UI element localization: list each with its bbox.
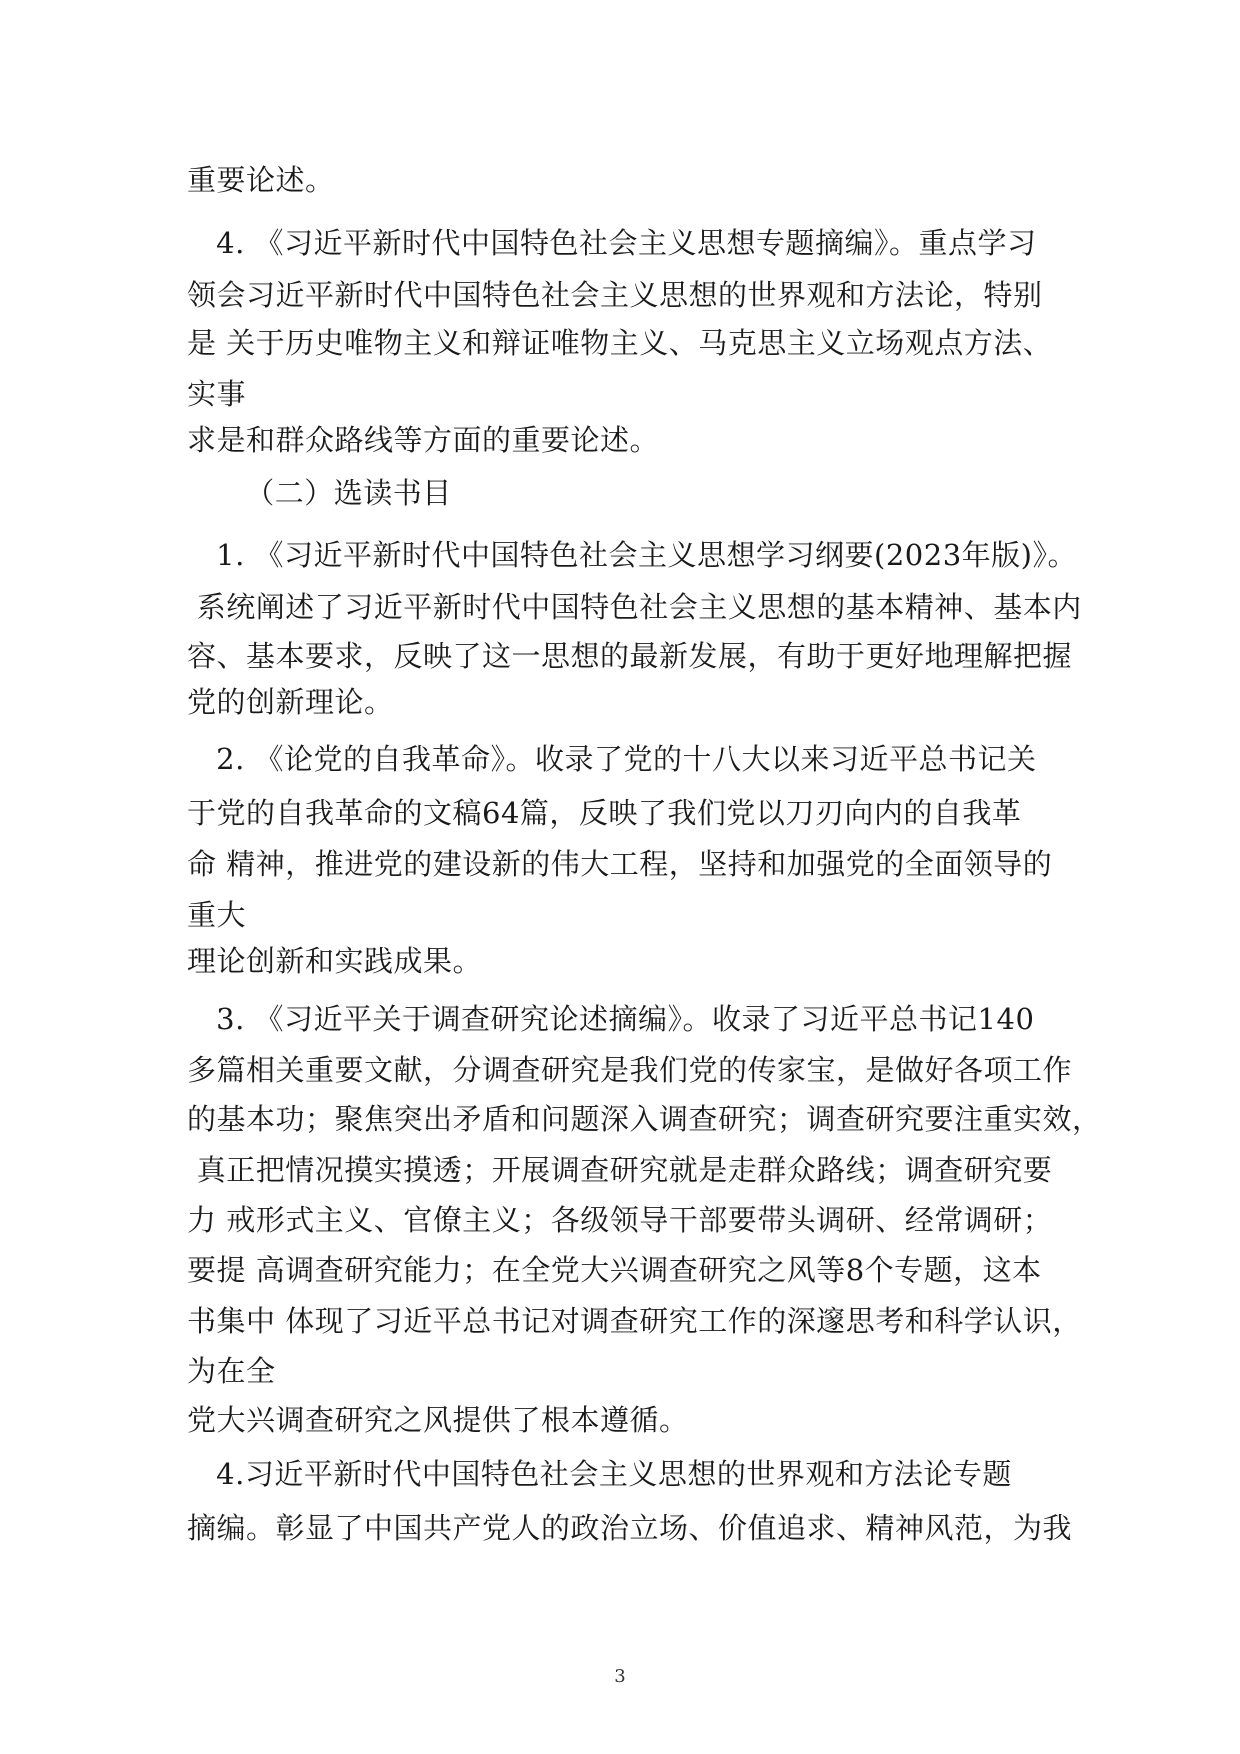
text-line: 容、基本要求，反映了这一思想的最新发展，有助于更好地理解把握 [187, 639, 1073, 673]
text-line: 的基本功；聚焦突出矛盾和问题深入调查研究；调查研究要注重实效， [187, 1102, 1102, 1136]
text-line: 多篇相关重要文献，分调查研究是我们党的传家宝，是做好各项工作 [187, 1053, 1073, 1087]
section-heading: （二）选读书目 [187, 476, 452, 510]
text-line: 真正把情况摸实摸透；开展调查研究就是走群众路线；调查研究要 [187, 1153, 1053, 1187]
text-line: 领会习近平新时代中国特色社会主义思想的世界观和方法论，特别 [187, 278, 1043, 312]
text-line: 重要论述。 [187, 163, 335, 197]
text-line: 3. 《习近平关于调查研究论述摘编》。收录了习近平总书记140 [187, 1002, 1035, 1036]
text-line: 命 精神，推进党的建设新的伟大工程，坚持和加强党的全面领导的 [187, 847, 1053, 881]
text-line: 1. 《习近平新时代中国特色社会主义思想学习纲要(2023年版)》。 [187, 538, 1077, 572]
text-line: 摘编。彰显了中国共产党人的政治立场、价值追求、精神风范，为我 [187, 1511, 1073, 1545]
text-line: 为在全 [187, 1354, 276, 1388]
text-line: 系统阐述了习近平新时代中国特色社会主义思想的基本精神、基本内 [187, 590, 1082, 624]
text-line: 2. 《论党的自我革命》。收录了党的十八大以来习近平总书记关 [187, 742, 1037, 776]
text-line: 力 戒形式主义、官僚主义；各级领导干部要带头调研、经常调研； [187, 1203, 1053, 1237]
text-line: 4.习近平新时代中国特色社会主义思想的世界观和方法论专题 [187, 1457, 1012, 1491]
page-number: 3 [614, 1666, 626, 1687]
text-line: 是 关于历史唯物主义和辩证唯物主义、马克思主义立场观点方法、 [187, 326, 1053, 360]
text-line: 党大兴调查研究之风提供了根本遵循。 [187, 1403, 689, 1437]
text-line: 书集中 体现了习近平总书记对调查研究工作的深邃思考和科学认识， [187, 1304, 1082, 1338]
text-line: 求是和群众路线等方面的重要论述。 [187, 423, 660, 457]
text-line: 党的创新理论。 [187, 685, 394, 719]
text-line: 于党的自我革命的文稿64篇，反映了我们党以刀刃向内的自我革 [187, 796, 1022, 830]
text-line: 4. 《习近平新时代中国特色社会主义思想专题摘编》。重点学习 [187, 226, 1037, 260]
text-line: 实事 [187, 377, 247, 411]
text-line: 理论创新和实践成果。 [187, 944, 483, 978]
text-line: 重大 [187, 898, 247, 932]
text-line: 要提 高调查研究能力；在全党大兴调查研究之风等8个专题，这本 [187, 1253, 1042, 1287]
